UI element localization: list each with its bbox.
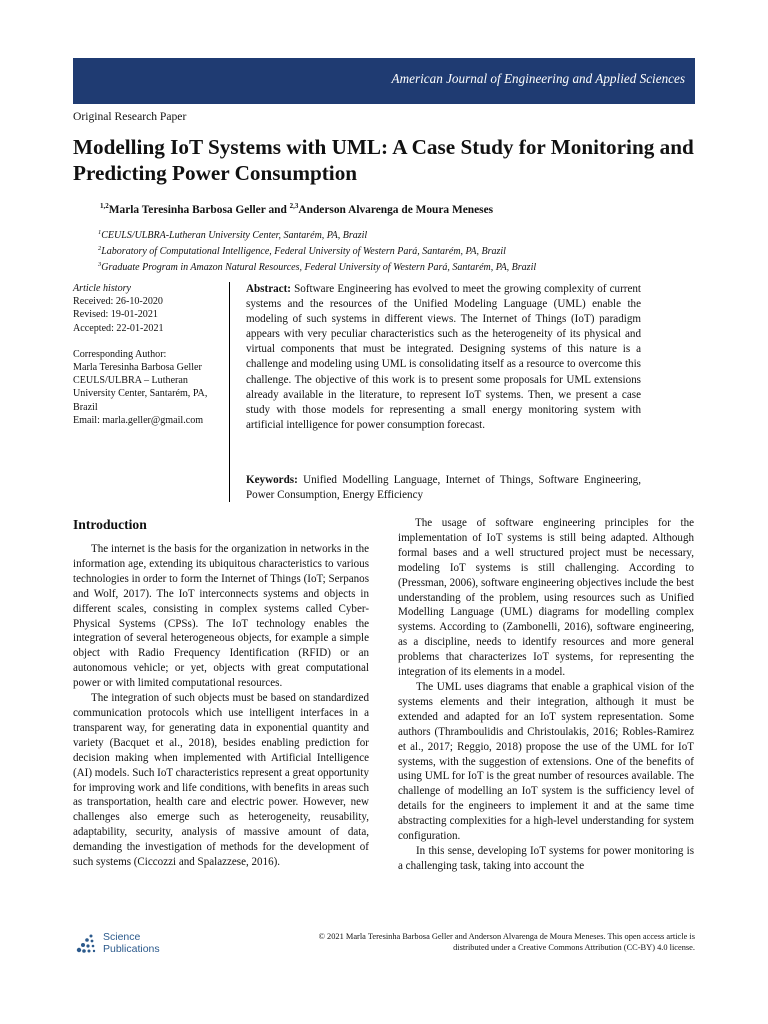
intro-paragraph-2: The integration of such objects must be based on standardized communication protocols which use intelligent interfaces in a transparent way, for generating data in exponential quantity and variety (Bacquet et al., 2018), besides enabling prediction for decision making when implemented with Artificial Intelligence (AI) models. Such IoT characteristics represent a great opportunity for improving work and life conditions, with benefits in areas such as transportation, health care and electric power. However, new challenges also emerge such as heterogeneity, reusability, adaptability, security, analysis of massive amount of data, demanding the investigation of methods for the development of such systems (Ciccozzi and Spalazzese, 2016).	[73, 692, 369, 869]
author1-name: Marla Teresinha Barbosa Geller	[108, 204, 266, 216]
corresponding-name: Marla Teresinha Barbosa Geller	[73, 362, 202, 374]
accepted-date: Accepted: 22-01-2021	[73, 322, 164, 334]
corresponding-email[interactable]: Email: marla.geller@gmail.com	[73, 414, 204, 426]
journal-banner	[73, 58, 695, 104]
license-notice	[240, 932, 695, 953]
author1-affil-sup: 1,2	[100, 202, 109, 210]
publisher-name	[103, 931, 160, 955]
author-conjunction: and	[265, 204, 290, 216]
journal-name: American Journal of Engineering and Applied Sciences	[391, 71, 685, 86]
publisher-logo	[73, 930, 173, 960]
affiliation-2-sup: 2	[98, 245, 102, 252]
affiliation-2-text: Laboratory of Computational Intelligence, Federal University of Western Pará, Santarém, PA, Brazil	[101, 246, 506, 257]
author2-affil-sup: 2,3	[289, 202, 299, 210]
affiliation-3-sup: 3	[98, 261, 102, 268]
affiliation-3	[98, 258, 536, 274]
affiliations	[98, 226, 536, 274]
publisher-name-line1: Science	[103, 931, 141, 943]
corresponding-label: Corresponding Author:	[73, 348, 167, 360]
affiliation-3-text: Graduate Program in Amazon Natural Resources, Federal University of Western Pará, Santarém, PA, Brazil	[101, 262, 537, 273]
intro-paragraph-3: The usage of software engineering principles for the implementation of IoT systems is still being adapted. Although formal bases and a well structured project must be necessary, modeling IoT systems is still challenging. According to (Pressman, 2006), software engineering objectives include the best understanding of the problem, using resources such as Unified Modelling Language (UML) diagrams for modelling complex systems. According to (Zambonelli, 2016), software engineering, as a discipline, needs to identify resources and more general problems that characterizes IoT systems, for representing the integration of its elements in a model.	[398, 517, 694, 679]
publisher-name-line2: Publications	[103, 943, 160, 955]
received-date: Received: 26-10-2020	[73, 296, 163, 308]
license-line-1: © 2021 Marla Teresinha Barbosa Geller and Anderson Alvarenga de Moura Meneses. This open access article is	[318, 932, 695, 941]
abstract	[246, 282, 641, 433]
abstract-text: Software Engineering has evolved to meet the growing complexity of current systems and the resources of the Unified Modeling Language (UML) enable the modeling of such systems in different views. The Internet of Things (IoT) paradigm appears with very peculiar characteristics such as the heterogeneity of its physical and virtual components that must be integrated. Designing systems of this nature is a challenge and modeling using UML is consolidating itself as a resource to overcome this challenge. The objective of this work is to present some proposals for UML extensions already available in the literature, to represent IoT systems. Then, we present a case study with those models for representing a small energy monitoring system with artificial intelligence for power consumption forecast.	[246, 283, 642, 431]
body-column-right	[398, 516, 694, 874]
affiliation-2	[98, 242, 536, 258]
affiliation-1-text: CEULS/ULBRA-Lutheran University Center, Santarém, PA, Brazil	[101, 230, 368, 241]
intro-paragraph-4: The UML uses diagrams that enable a graphical vision of the systems elements and their integration, although it must be extended and adapted for an IoT system representation. Some authors (Thramboulidis and Christoulakis, 2016; Robles-Ramirez et al., 2017; Reggio, 2018) propose the use of the UML for IoT systems, with the suggestion of extensions. One of the benefits of using UML for IoT is the great number of resources available. The challenge of modelling an IoT system is the sufficiency level of details for the engineers to implement it and at the same time abstracting complexities for a high-level understanding for system configuration.	[398, 680, 694, 843]
corresponding-institution: CEULS/ULBRA – Lutheran University Center, Santarém, PA, Brazil	[73, 375, 208, 413]
license-line-2: distributed under a Creative Commons Attribution (CC-BY) 4.0 license.	[453, 942, 695, 952]
paper-title: Modelling IoT Systems with UML: A Case Study for Monitoring and Predicting Power Consumption	[73, 135, 694, 185]
science-publications-logo-icon	[73, 930, 99, 956]
section-heading-introduction: Introduction	[73, 517, 147, 532]
keywords	[246, 473, 641, 503]
intro-paragraph-5: In this sense, developing IoT systems for power monitoring is a challenging task, taking into account the	[398, 844, 694, 872]
keywords-label: Keywords:	[246, 474, 298, 486]
paper-type: Original Research Paper	[73, 110, 187, 123]
keywords-text: Unified Modelling Language, Internet of Things, Software Engineering, Power Consumption, Energy Efficiency	[246, 474, 641, 502]
abstract-label: Abstract:	[246, 283, 291, 295]
article-info-sidebar	[73, 282, 225, 427]
revised-date: Revised: 19-01-2021	[73, 309, 158, 321]
intro-paragraph-1: The internet is the basis for the organization in networks in the information age, extending its ubiquitous characteristics to various technologies in order to form the Internet of Things (IoT; Serpanos and Wolf, 2017). The IoT interconnects systems and objects in different scales, consisting in complex systems called Cyber-Physical Systems (CPSs). The IoT technology enables the integration of several heterogeneous objects, for example a simple object with Radio Frequency Identification (RFID) or an autonomous vehicle; or yet, objects with great computational power or with limited computational resources.	[73, 543, 369, 690]
article-history-label: Article history	[73, 283, 132, 294]
author-line	[100, 202, 493, 216]
author2-name: Anderson Alvarenga de Moura Meneses	[298, 204, 494, 216]
affiliation-1-sup: 1	[98, 229, 102, 236]
affiliation-1	[98, 226, 536, 242]
body-column-left	[73, 516, 369, 870]
sidebar-divider	[229, 282, 230, 502]
